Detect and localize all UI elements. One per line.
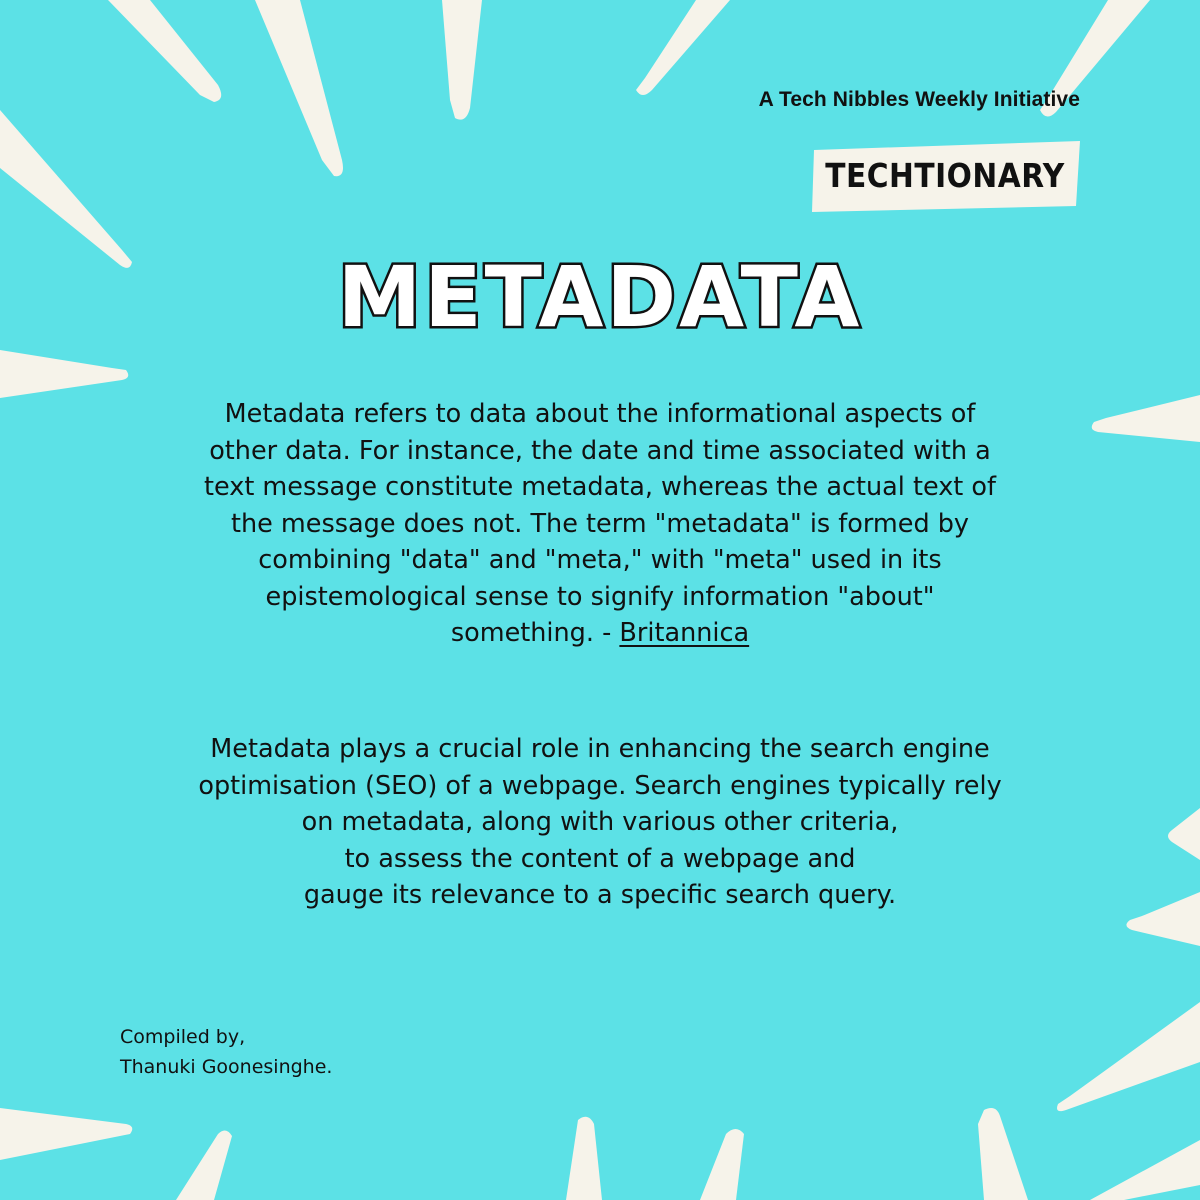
definition-last-line — [100, 615, 1100, 652]
brush-stroke — [1126, 892, 1200, 946]
series-tag — [808, 138, 1082, 214]
series-tag-label: TECHTIONARY — [825, 156, 1065, 195]
brush-stroke — [1090, 1140, 1200, 1200]
brush-stroke — [1092, 395, 1200, 442]
seo-line: to assess the content of a webpage and — [344, 843, 856, 874]
brush-stroke — [0, 1108, 132, 1160]
definition-line: text message constitute metadata, whereas the actual text of — [204, 472, 996, 502]
definition-line: Metadata refers to data about the informational aspects of — [224, 399, 976, 429]
brush-stroke — [108, 0, 221, 102]
brush-stroke — [0, 350, 128, 398]
definition-paragraph — [100, 396, 1100, 652]
brush-stroke — [978, 1108, 1028, 1200]
credit-author: Thanuki Goonesinghe. — [120, 1056, 333, 1078]
term-title: METADATA — [337, 248, 863, 346]
definition-line: epistemological sense to signify information "about" — [265, 581, 935, 612]
brush-stroke — [636, 0, 730, 95]
credit-block — [120, 1022, 332, 1082]
seo-line: gauge its relevance to a specific search query. — [303, 880, 897, 910]
definition-line: other data. For instance, the date and time associated with a — [209, 435, 991, 466]
brush-stroke — [0, 110, 132, 268]
seo-line: Metadata plays a crucial role in enhancing the search engine — [210, 734, 990, 764]
seo-line: on metadata, along with various other criteria, — [301, 807, 899, 837]
seo-line: optimisation (SEO) of a webpage. Search engines typically rely — [198, 770, 1002, 801]
brush-stroke — [700, 1129, 744, 1200]
brush-stroke — [566, 1117, 602, 1200]
seo-paragraph — [100, 731, 1100, 914]
brush-stroke — [176, 1130, 232, 1200]
definition-line: combining "data" and "meta," with "meta" used in its — [258, 545, 942, 575]
brush-stroke — [255, 0, 343, 176]
brush-stroke — [442, 0, 482, 120]
source-link-britannica[interactable]: Britannica — [619, 618, 750, 648]
definition-line: the message does not. The term "metadata" is formed by — [230, 508, 970, 539]
definition-line: something. - — [450, 618, 620, 648]
credit-label: Compiled by, — [120, 1026, 246, 1048]
brush-stroke — [1057, 1002, 1200, 1111]
initiative-label: A Tech Nibbles Weekly Initiative — [758, 88, 1080, 111]
brush-stroke — [1168, 808, 1200, 860]
